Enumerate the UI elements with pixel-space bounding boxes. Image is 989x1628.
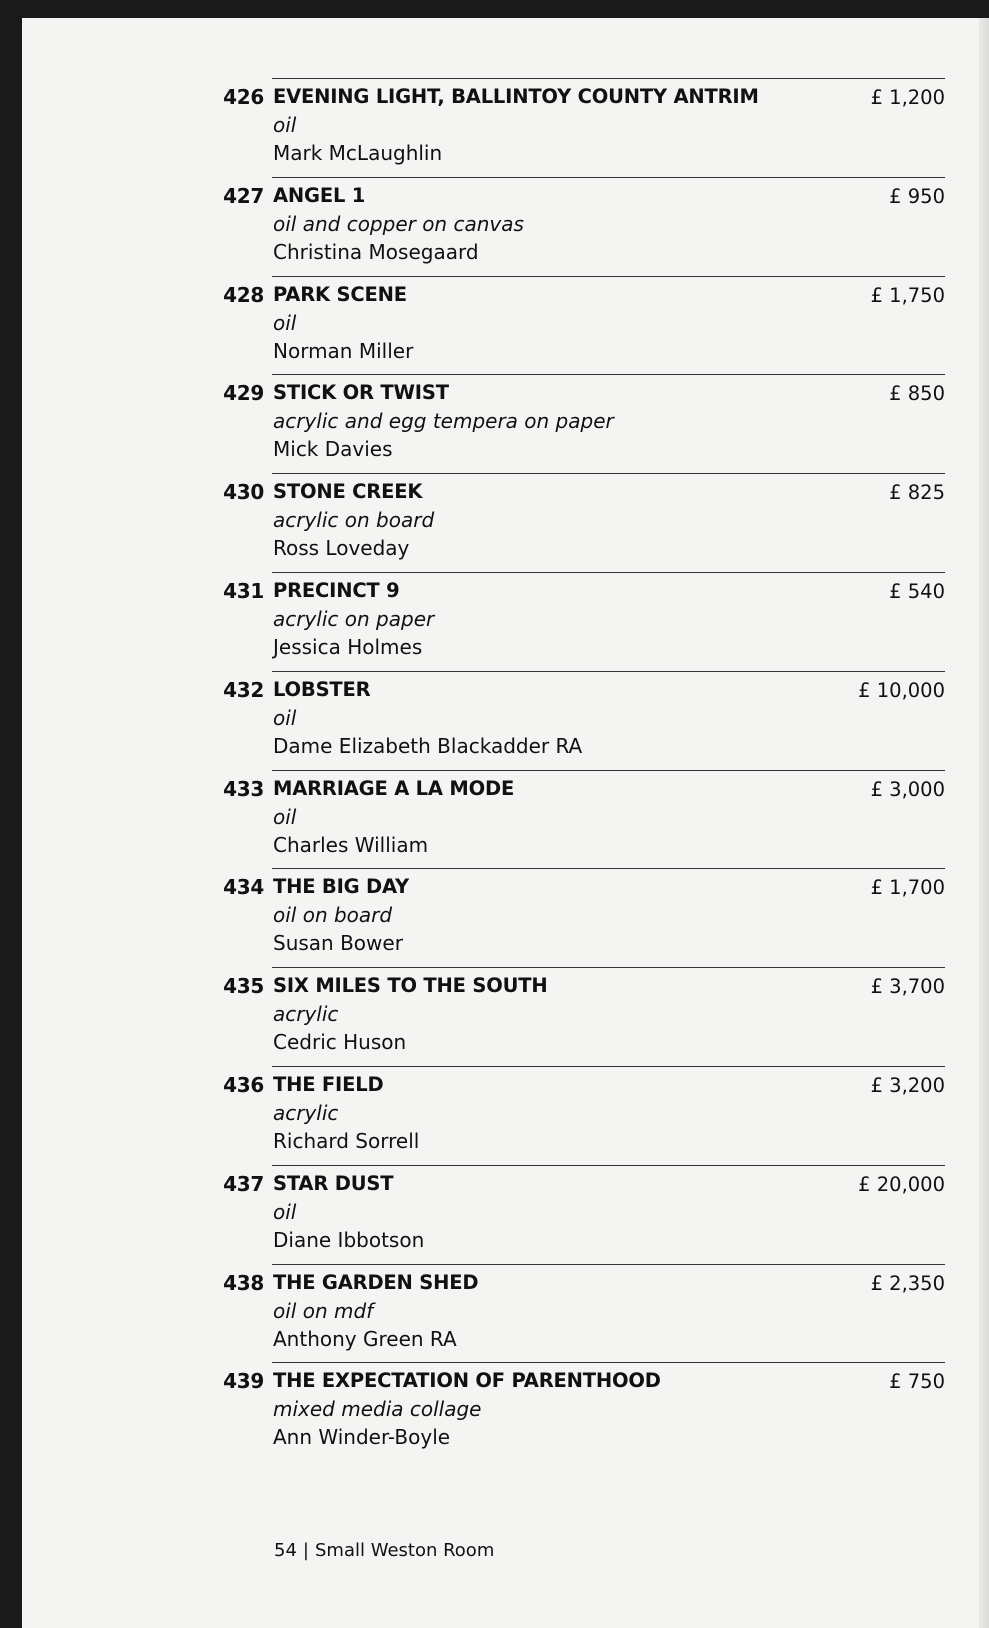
lot-number: 438: [223, 1270, 264, 1295]
catalogue-entry: [22, 374, 989, 473]
artwork-medium: oil: [273, 705, 297, 730]
room-name: Small Weston Room: [314, 1540, 495, 1561]
artwork-title: SIX MILES TO THE SOUTH: [273, 974, 548, 998]
artwork-medium: oil: [273, 804, 297, 829]
lot-number: 439: [223, 1369, 264, 1394]
entry-divider: [272, 868, 945, 869]
artwork-title: STICK OR TWIST: [273, 381, 449, 405]
artwork-medium: acrylic on paper: [273, 606, 435, 631]
footer-separator: |: [302, 1540, 309, 1561]
catalogue-entry: [22, 770, 989, 869]
artwork-title: THE BIG DAY: [273, 875, 409, 899]
artist-name: Christina Mosegaard: [273, 239, 479, 264]
artist-name: Susan Bower: [273, 931, 403, 956]
artwork-medium: acrylic and egg tempera on paper: [273, 409, 614, 434]
artwork-price: £ 3,000: [870, 777, 945, 801]
artwork-title: ANGEL 1: [273, 183, 366, 207]
artwork-title: LOBSTER: [273, 677, 371, 701]
lot-number: 428: [223, 282, 264, 307]
artwork-medium: mixed media collage: [273, 1397, 482, 1422]
artist-name: Jessica Holmes: [273, 634, 423, 659]
artist-name: Ann Winder-Boyle: [273, 1425, 451, 1450]
entry-divider: [272, 1362, 945, 1363]
artwork-price: £ 850: [889, 382, 945, 406]
catalogue-entry-list: [22, 78, 989, 1461]
artist-name: Mark McLaughlin: [273, 141, 443, 165]
catalogue-entry: [22, 1066, 989, 1165]
lot-number: 433: [223, 776, 264, 801]
artwork-price: £ 20,000: [858, 1172, 945, 1196]
artwork-title: EVENING LIGHT, BALLINTOY COUNTY ANTRIM: [273, 85, 759, 108]
artist-name: Norman Miller: [273, 338, 414, 363]
catalogue-entry: [22, 78, 989, 177]
catalogue-page: [22, 18, 989, 1628]
artwork-medium: acrylic: [273, 1100, 339, 1125]
artwork-price: £ 750: [889, 1370, 945, 1394]
artwork-medium: acrylic: [273, 1002, 339, 1027]
artwork-price: £ 3,200: [870, 1073, 945, 1097]
lot-number: 426: [223, 85, 264, 109]
artist-name: Dame Elizabeth Blackadder RA: [273, 733, 583, 758]
artwork-price: £ 950: [889, 184, 945, 208]
lot-number: 436: [223, 1072, 264, 1097]
page-edge: [979, 18, 989, 1628]
artwork-price: £ 1,700: [870, 876, 945, 900]
catalogue-entry: [22, 1362, 989, 1461]
entry-divider: [272, 276, 945, 277]
artwork-medium: acrylic on board: [273, 508, 435, 533]
lot-number: 435: [223, 974, 264, 999]
entry-divider: [272, 770, 945, 771]
artwork-price: £ 540: [889, 579, 945, 603]
entry-divider: [272, 1066, 945, 1067]
lot-number: 437: [223, 1171, 264, 1196]
artwork-title: THE FIELD: [273, 1072, 384, 1096]
entry-divider: [272, 473, 945, 474]
artwork-title: STONE CREEK: [273, 480, 423, 504]
catalogue-entry: [22, 177, 989, 276]
catalogue-entry: [22, 671, 989, 770]
lot-number: 427: [223, 183, 264, 208]
catalogue-entry: [22, 276, 989, 375]
artist-name: Mick Davies: [273, 437, 393, 462]
artwork-price: £ 1,750: [870, 283, 945, 307]
entry-divider: [272, 671, 945, 672]
lot-number: 434: [223, 875, 264, 900]
page-number: 54: [274, 1540, 297, 1561]
artwork-medium: oil: [273, 1199, 297, 1224]
artwork-price: £ 10,000: [858, 678, 945, 702]
artwork-medium: oil and copper on canvas: [273, 211, 524, 236]
lot-number: 431: [223, 578, 264, 603]
catalogue-entry: [22, 473, 989, 572]
artwork-medium: oil on mdf: [273, 1298, 374, 1323]
artwork-title: THE GARDEN SHED: [273, 1270, 479, 1294]
artwork-title: THE EXPECTATION OF PARENTHOOD: [273, 1369, 661, 1393]
artwork-price: £ 2,350: [870, 1271, 945, 1295]
entry-divider: [272, 572, 945, 573]
artist-name: Anthony Green RA: [273, 1326, 457, 1351]
catalogue-entry: [22, 967, 989, 1066]
artwork-title: STAR DUST: [273, 1171, 394, 1195]
page-footer: [274, 1540, 494, 1561]
lot-number: 430: [223, 480, 264, 505]
entry-divider: [272, 374, 945, 375]
artist-name: Charles William: [273, 832, 429, 857]
artwork-price: £ 825: [889, 481, 945, 505]
artwork-medium: oil: [273, 113, 297, 137]
artwork-medium: oil: [273, 310, 297, 335]
entry-divider: [272, 967, 945, 968]
catalogue-entry: [22, 1165, 989, 1264]
artist-name: Ross Loveday: [273, 536, 410, 561]
artist-name: Richard Sorrell: [273, 1128, 420, 1153]
entry-divider: [272, 78, 945, 79]
entry-divider: [272, 1165, 945, 1166]
artwork-price: £ 3,700: [870, 975, 945, 999]
artist-name: Cedric Huson: [273, 1030, 407, 1055]
entry-divider: [272, 1264, 945, 1265]
catalogue-entry: [22, 868, 989, 967]
artwork-title: PARK SCENE: [273, 282, 407, 306]
lot-number: 429: [223, 381, 264, 406]
catalogue-entry: [22, 572, 989, 671]
lot-number: 432: [223, 677, 264, 702]
artwork-price: £ 1,200: [870, 86, 945, 109]
artwork-title: MARRIAGE A LA MODE: [273, 776, 515, 800]
artwork-medium: oil on board: [273, 903, 393, 928]
artwork-title: PRECINCT 9: [273, 578, 400, 602]
artist-name: Diane Ibbotson: [273, 1227, 425, 1252]
catalogue-entry: [22, 1264, 989, 1363]
entry-divider: [272, 177, 945, 178]
